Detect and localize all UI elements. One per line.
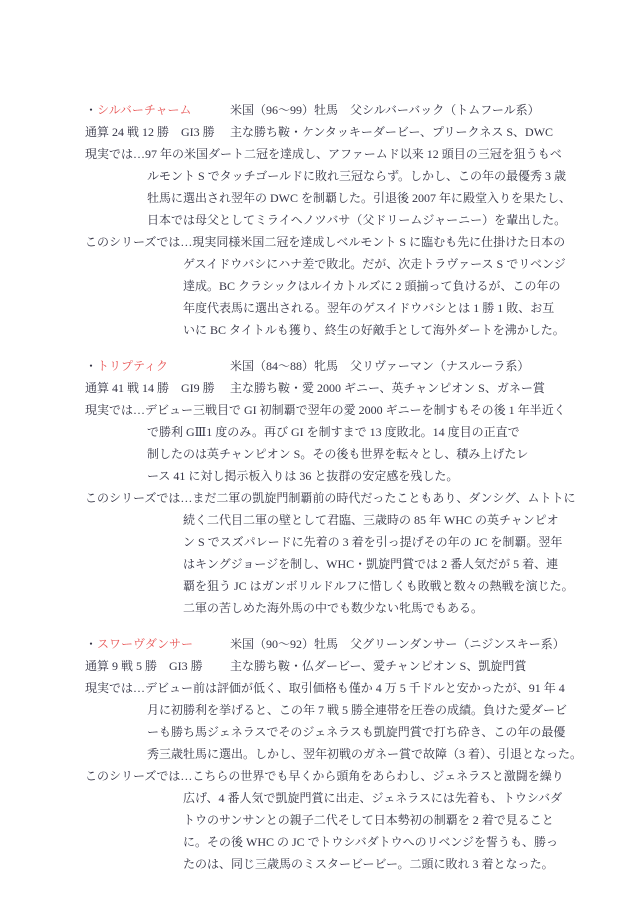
stats-line — [85, 377, 565, 399]
text-line: ゲスイドウバシにハナ差で敗北。だが、次走トラヴァース S でリベンジ — [183, 257, 566, 271]
horse-name: スワーヴダンサー — [97, 637, 194, 651]
horse-name: トリプティク — [97, 359, 169, 373]
name-cell — [85, 99, 230, 121]
text-line: 秀三歳牡馬に選出。しかし、翌年初戦のガネー賞で故障（3 着）、引退となった。 — [147, 747, 583, 761]
text-line: ース 41 に対し掲示板入りは 36 と抜群の安定感を残した。 — [147, 469, 459, 483]
text-line: 二軍の苦しめた海外馬の中でも数少ない牝馬でもある。 — [183, 601, 484, 615]
bullet-marker: ・ — [85, 637, 98, 651]
horse-profile: 米国（96～99）牡馬 父シルバーバック（トムフール系） — [230, 103, 540, 117]
text-line: こちらの世界でも早くから頭角をあらわし、ジェネラスと激闘を繰り — [192, 769, 564, 783]
text-line: 月に初勝利を挙げると、この年 7 戦 5 勝全連帯を圧巻の成績。負けた愛ダービ — [147, 703, 568, 717]
gi-wins: GI3 勝 — [181, 125, 215, 139]
bullet-marker: ・ — [85, 359, 98, 373]
text-line — [85, 487, 576, 509]
text-line: 広げ、4 番人気で凱旋門賞に出走、ジェネラスには先着も、トウシバダ — [183, 791, 563, 805]
career-record: 通算 41 戦 14 勝 — [85, 381, 170, 395]
text-line: ン S でスズパレードに先着の 3 着を引っ提げその年の JC を制覇。翌年 — [183, 535, 563, 549]
text-line: 現実同様米国二冠を達成しベルモント S に臨むも先に仕掛けた日本の — [192, 235, 566, 249]
text-line — [85, 399, 565, 421]
text-line: 続く二代目二軍の壁として君臨、三歳時の 85 年 WHC の英チャンピオ — [183, 513, 559, 527]
reality-label: 現実では… — [85, 403, 146, 417]
reality-label: 現実では… — [85, 147, 146, 161]
text-line: たのは、同じ三歳馬のミスタービービー。二頭に敗れ 3 着となった。 — [183, 857, 554, 871]
gi-wins: GI3 勝 — [169, 659, 203, 673]
text-line: に。その後 WHC の JC でトウシバダトウへのリベンジを誓うも、勝っ — [183, 835, 559, 849]
text-line: 達成。BC クラシックはルイカトルズに 2 頭揃って負けるが、この年の — [183, 279, 561, 293]
text-line: 制したのは英チャンピオン S。その後も世界を転々とし、積み上げたレ — [147, 447, 529, 461]
series-label: このシリーズでは… — [85, 769, 193, 783]
stats-line — [85, 121, 565, 143]
series-paragraph — [85, 765, 565, 875]
series-paragraph — [85, 231, 565, 341]
horse-profile: 米国（84～88）牝馬 父リヴァーマン（ナスルーラ系） — [230, 359, 530, 373]
reality-paragraph — [85, 143, 571, 231]
career-record: 通算 9 戦 5 勝 — [85, 659, 158, 673]
horse-entry-triptych — [85, 355, 576, 619]
text-line — [85, 677, 565, 699]
header-line — [85, 355, 565, 377]
text-line: デビュー前は評価が低く、取引価格も僅か 4 万 5 千ドルと安かったが、91 年 4 — [145, 681, 565, 695]
major-wins: 主な勝ち鞍・仏ダービー、愛チャンピオン S、凱旋門賞 — [230, 659, 527, 673]
text-line: デビュー三戦目で GI 初制覇で翌年の愛 2000 ギニーを制すもその後 1 年半近く — [145, 403, 566, 417]
reality-paragraph — [85, 677, 583, 765]
stats-line — [85, 655, 565, 677]
reality-paragraph — [85, 399, 565, 487]
major-wins: 主な勝ち鞍・ケンタッキーダービー、プリークネス S、DWC — [230, 125, 554, 139]
name-cell — [85, 355, 230, 377]
series-label: このシリーズでは… — [85, 491, 193, 505]
text-line: 97 年の米国ダート二冠を達成し、アファームド以来 12 頭目の三冠を狙うもベ — [145, 147, 562, 161]
text-line: で勝利 GⅢ1 度のみ。再び GI を制すまで 13 度敗北。14 度目の正直で — [147, 425, 520, 439]
major-wins: 主な勝ち鞍・愛 2000 ギニー、英チャンピオン S、ガネー賞 — [230, 381, 545, 395]
horse-profile: 米国（90～92）牡馬 父グリーンダンサー（ニジンスキー系） — [230, 637, 565, 651]
text-line: 牡馬に選出され翌年の DWC を制覇した。引退後 2007 年に殿堂入りを果たし、 — [147, 191, 571, 205]
text-line: トウのサンサンとの親子二代そして日本勢初の制覇を 2 着で見ること — [183, 813, 554, 827]
text-line: いに BC タイトルも獲り、終生の好敵手として海外ダートを沸かした。 — [183, 323, 565, 337]
text-line: 年度代表馬に選出される。翌年のゲスイドウバシとは 1 勝 1 敗、お互 — [183, 301, 555, 315]
series-label: このシリーズでは… — [85, 235, 193, 249]
text-line: まだ二軍の凱旋門制覇前の時代だったこともあり、ダンシグ、ムトトに — [192, 491, 576, 505]
bullet-marker: ・ — [85, 103, 98, 117]
horse-name: シルバーチャーム — [97, 103, 192, 117]
text-line: 日本では母父としてミライヘノツバサ（父ドリームジャーニー）を輩出した。 — [147, 213, 567, 227]
text-line — [85, 765, 565, 787]
horse-entry-suave-dancer — [85, 633, 583, 875]
reality-label: 現実では… — [85, 681, 146, 695]
horse-entry-silver-charm — [85, 99, 571, 341]
text-line: ーも勝ち馬ジェネラスでそのジェネラスも凱旋門賞で打ち砕き、この年の最優 — [147, 725, 566, 739]
gi-wins: GI9 勝 — [181, 381, 215, 395]
text-line — [85, 143, 565, 165]
series-paragraph — [85, 487, 576, 619]
career-record: 通算 24 戦 12 勝 — [85, 125, 170, 139]
text-line: 覇を狙う JC はガンボリルドルフに惜しくも敗戦と数々の熱戦を演じた。 — [183, 579, 574, 593]
header-line — [85, 99, 565, 121]
text-line — [85, 231, 565, 253]
text-line: ルモント S でタッチゴールドに敗れ三冠ならず。しかし、この年の最優秀 3 歳 — [147, 169, 566, 183]
header-line — [85, 633, 565, 655]
name-cell — [85, 633, 230, 655]
text-line: はキングジョージを制し、WHC・凱旋門賞では 2 番人気だが 5 着、連 — [183, 557, 559, 571]
